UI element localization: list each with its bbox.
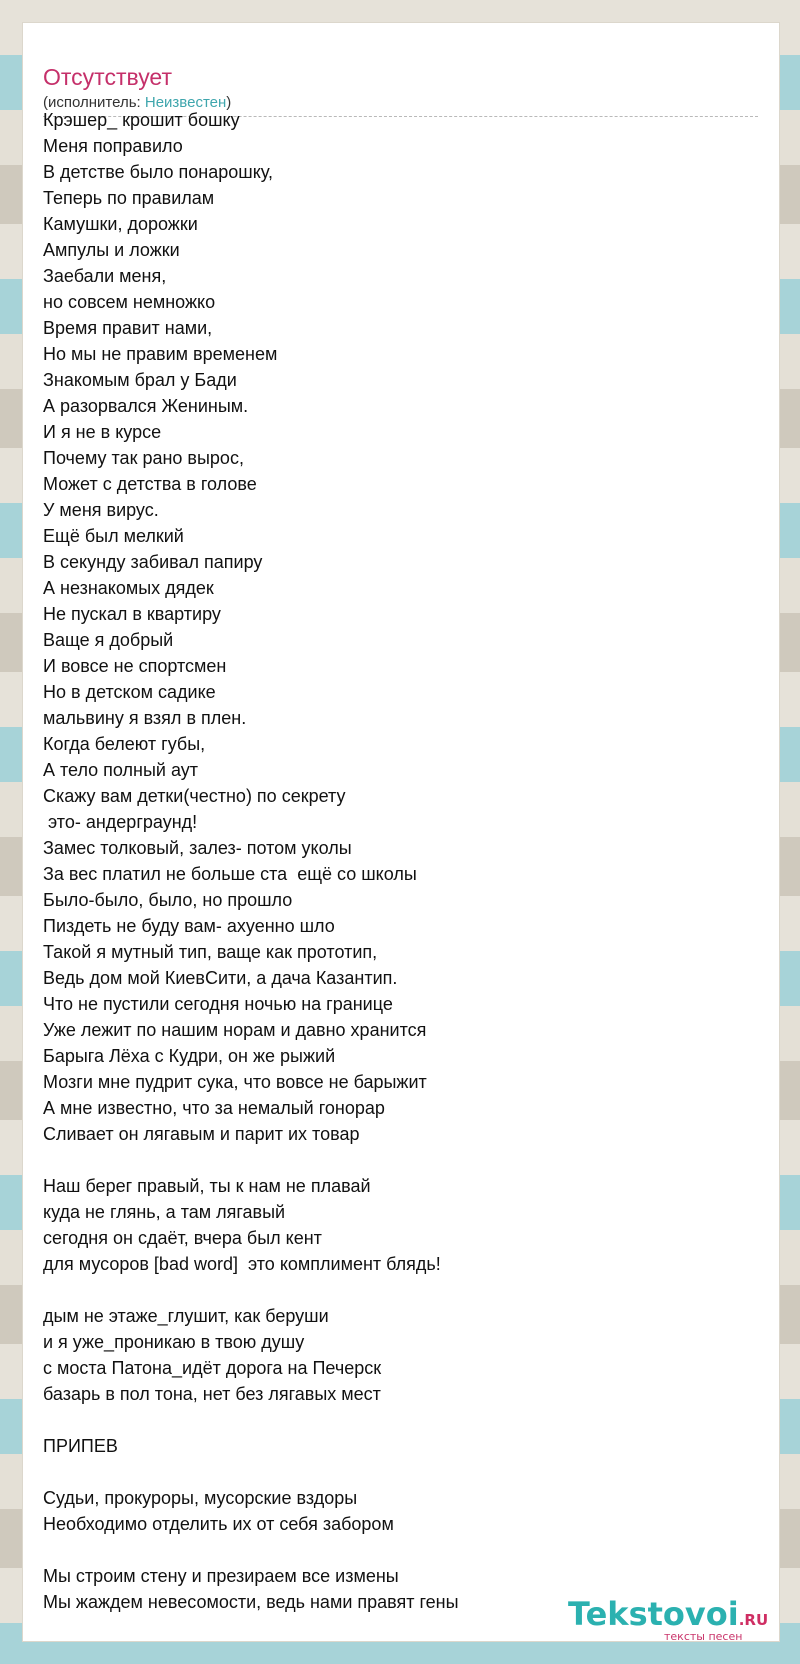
lyric-line: За вес платил не больше ста ещё со школы: [43, 864, 417, 884]
lyric-line: Мы строим стену и презираем все измены: [43, 1566, 399, 1586]
lyric-line: Почему так рано вырос,: [43, 448, 244, 468]
lyric-line: это- андерграунд!: [43, 812, 198, 832]
lyric-line: В детстве было понарошку,: [43, 162, 273, 182]
lyric-line: куда не глянь, а там лягавый: [43, 1202, 286, 1222]
lyric-line: но совсем немножко: [43, 292, 216, 312]
lyric-line: У меня вирус.: [43, 500, 159, 520]
lyric-line: мальвину я взял в плен.: [43, 708, 247, 728]
performer-prefix: (исполнитель:: [43, 94, 145, 111]
lyric-line: Уже лежит по нашим норам и давно хранится: [43, 1020, 427, 1040]
lyric-line: Знакомым брал у Бади: [43, 370, 237, 390]
logo-tld: .RU: [738, 1611, 769, 1629]
performer-suffix: ): [226, 94, 232, 111]
lyric-line: А разорвался Жениным.: [43, 396, 249, 416]
lyric-line: [43, 1407, 758, 1433]
lyric-line: Может с детства в голове: [43, 474, 257, 494]
lyric-line: А мне известно, что за немалый гонорар: [43, 1098, 385, 1118]
lyric-line: Барыга Лёха с Кудри, он же рыжий: [43, 1046, 336, 1066]
lyric-line: [43, 1147, 758, 1173]
lyric-line: [43, 1277, 758, 1303]
lyric-line: Но мы не правим временем: [43, 344, 278, 364]
lyric-line: Ведь дом мой КиевСити, а дача Казантип.: [43, 968, 398, 988]
performer-link[interactable]: Неизвестен: [144, 94, 227, 111]
lyric-line: Меня поправило: [43, 136, 183, 156]
lyric-line: И вовсе не спортсмен: [43, 656, 227, 676]
lyric-line: Замес толковый, залез- потом уколы: [43, 838, 352, 858]
page-card: [22, 22, 780, 1642]
lyric-line: Скажу вам детки(честно) по секрету: [43, 786, 346, 806]
lyric-line: Необходимо отделить их от себя забором: [43, 1514, 394, 1534]
song-title: Отсутствует: [43, 64, 172, 90]
lyric-line: Когда белеют губы,: [43, 734, 206, 754]
lyric-line: Пиздеть не буду вам- ахуенно шло: [43, 916, 335, 936]
lyric-line: Сливает он лягавым и парит их товар: [43, 1124, 360, 1144]
lyric-line: Но в детском садике: [43, 682, 216, 702]
lyric-line: Заебали меня,: [43, 266, 167, 286]
lyric-line: А незнакомых дядек: [43, 578, 214, 598]
lyric-line: Камушки, дорожки: [43, 214, 198, 234]
lyric-line: И я не в курсе: [43, 422, 162, 442]
lyric-line: Наш берег правый, ты к нам не плавай: [43, 1176, 371, 1196]
lyric-line: для мусоров [bad word] это комплимент блядь!: [43, 1254, 441, 1274]
lyric-line: Судьи, прокуроры, мусорские вздоры: [43, 1488, 358, 1508]
lyrics-text: [43, 107, 758, 1615]
lyric-line: базарь в пол тона, нет без лягавых мест: [43, 1384, 381, 1404]
lyric-line: Мозги мне пудрит сука, что вовсе не барыжит: [43, 1072, 427, 1092]
logo-main-text: Tekstovoi: [568, 1595, 739, 1633]
logo-tagline: тексты песен: [664, 1630, 743, 1643]
lyric-line: Время правит нами,: [43, 318, 213, 338]
lyric-line: [43, 1537, 758, 1563]
lyric-line: Ампулы и ложки: [43, 240, 180, 260]
lyric-line: В секунду забивал папиру: [43, 552, 263, 572]
lyric-line: дым не этаже_глушит, как беруши: [43, 1306, 329, 1326]
lyric-line: и я уже_проникаю в твою душу: [43, 1332, 305, 1352]
lyric-line: А тело полный аут: [43, 760, 199, 780]
lyric-line: ПРИПЕВ: [43, 1436, 118, 1456]
lyric-line: Ваще я добрый: [43, 630, 174, 650]
lyric-line: с моста Патона_идёт дорога на Печерск: [43, 1358, 382, 1378]
lyric-line: Что не пустили сегодня ночью на границе: [43, 994, 393, 1014]
lyric-line: Не пускал в квартиру: [43, 604, 221, 624]
lyric-line: Ещё был мелкий: [43, 526, 184, 546]
lyric-line: Мы жаждем невесомости, ведь нами правят гены: [43, 1592, 459, 1612]
lyric-line: Такой я мутный тип, ваще как прототип,: [43, 942, 378, 962]
lyric-line: Было-было, было, но прошло: [43, 890, 293, 910]
lyric-line: Теперь по правилам: [43, 188, 215, 208]
lyric-line: Крэшер_ крошит бошку: [43, 110, 240, 130]
song-header: [43, 39, 758, 117]
lyric-line: сегодня он сдаёт, вчера был кент: [43, 1228, 322, 1248]
site-logo[interactable]: [568, 1597, 768, 1649]
lyric-line: [43, 1459, 758, 1485]
